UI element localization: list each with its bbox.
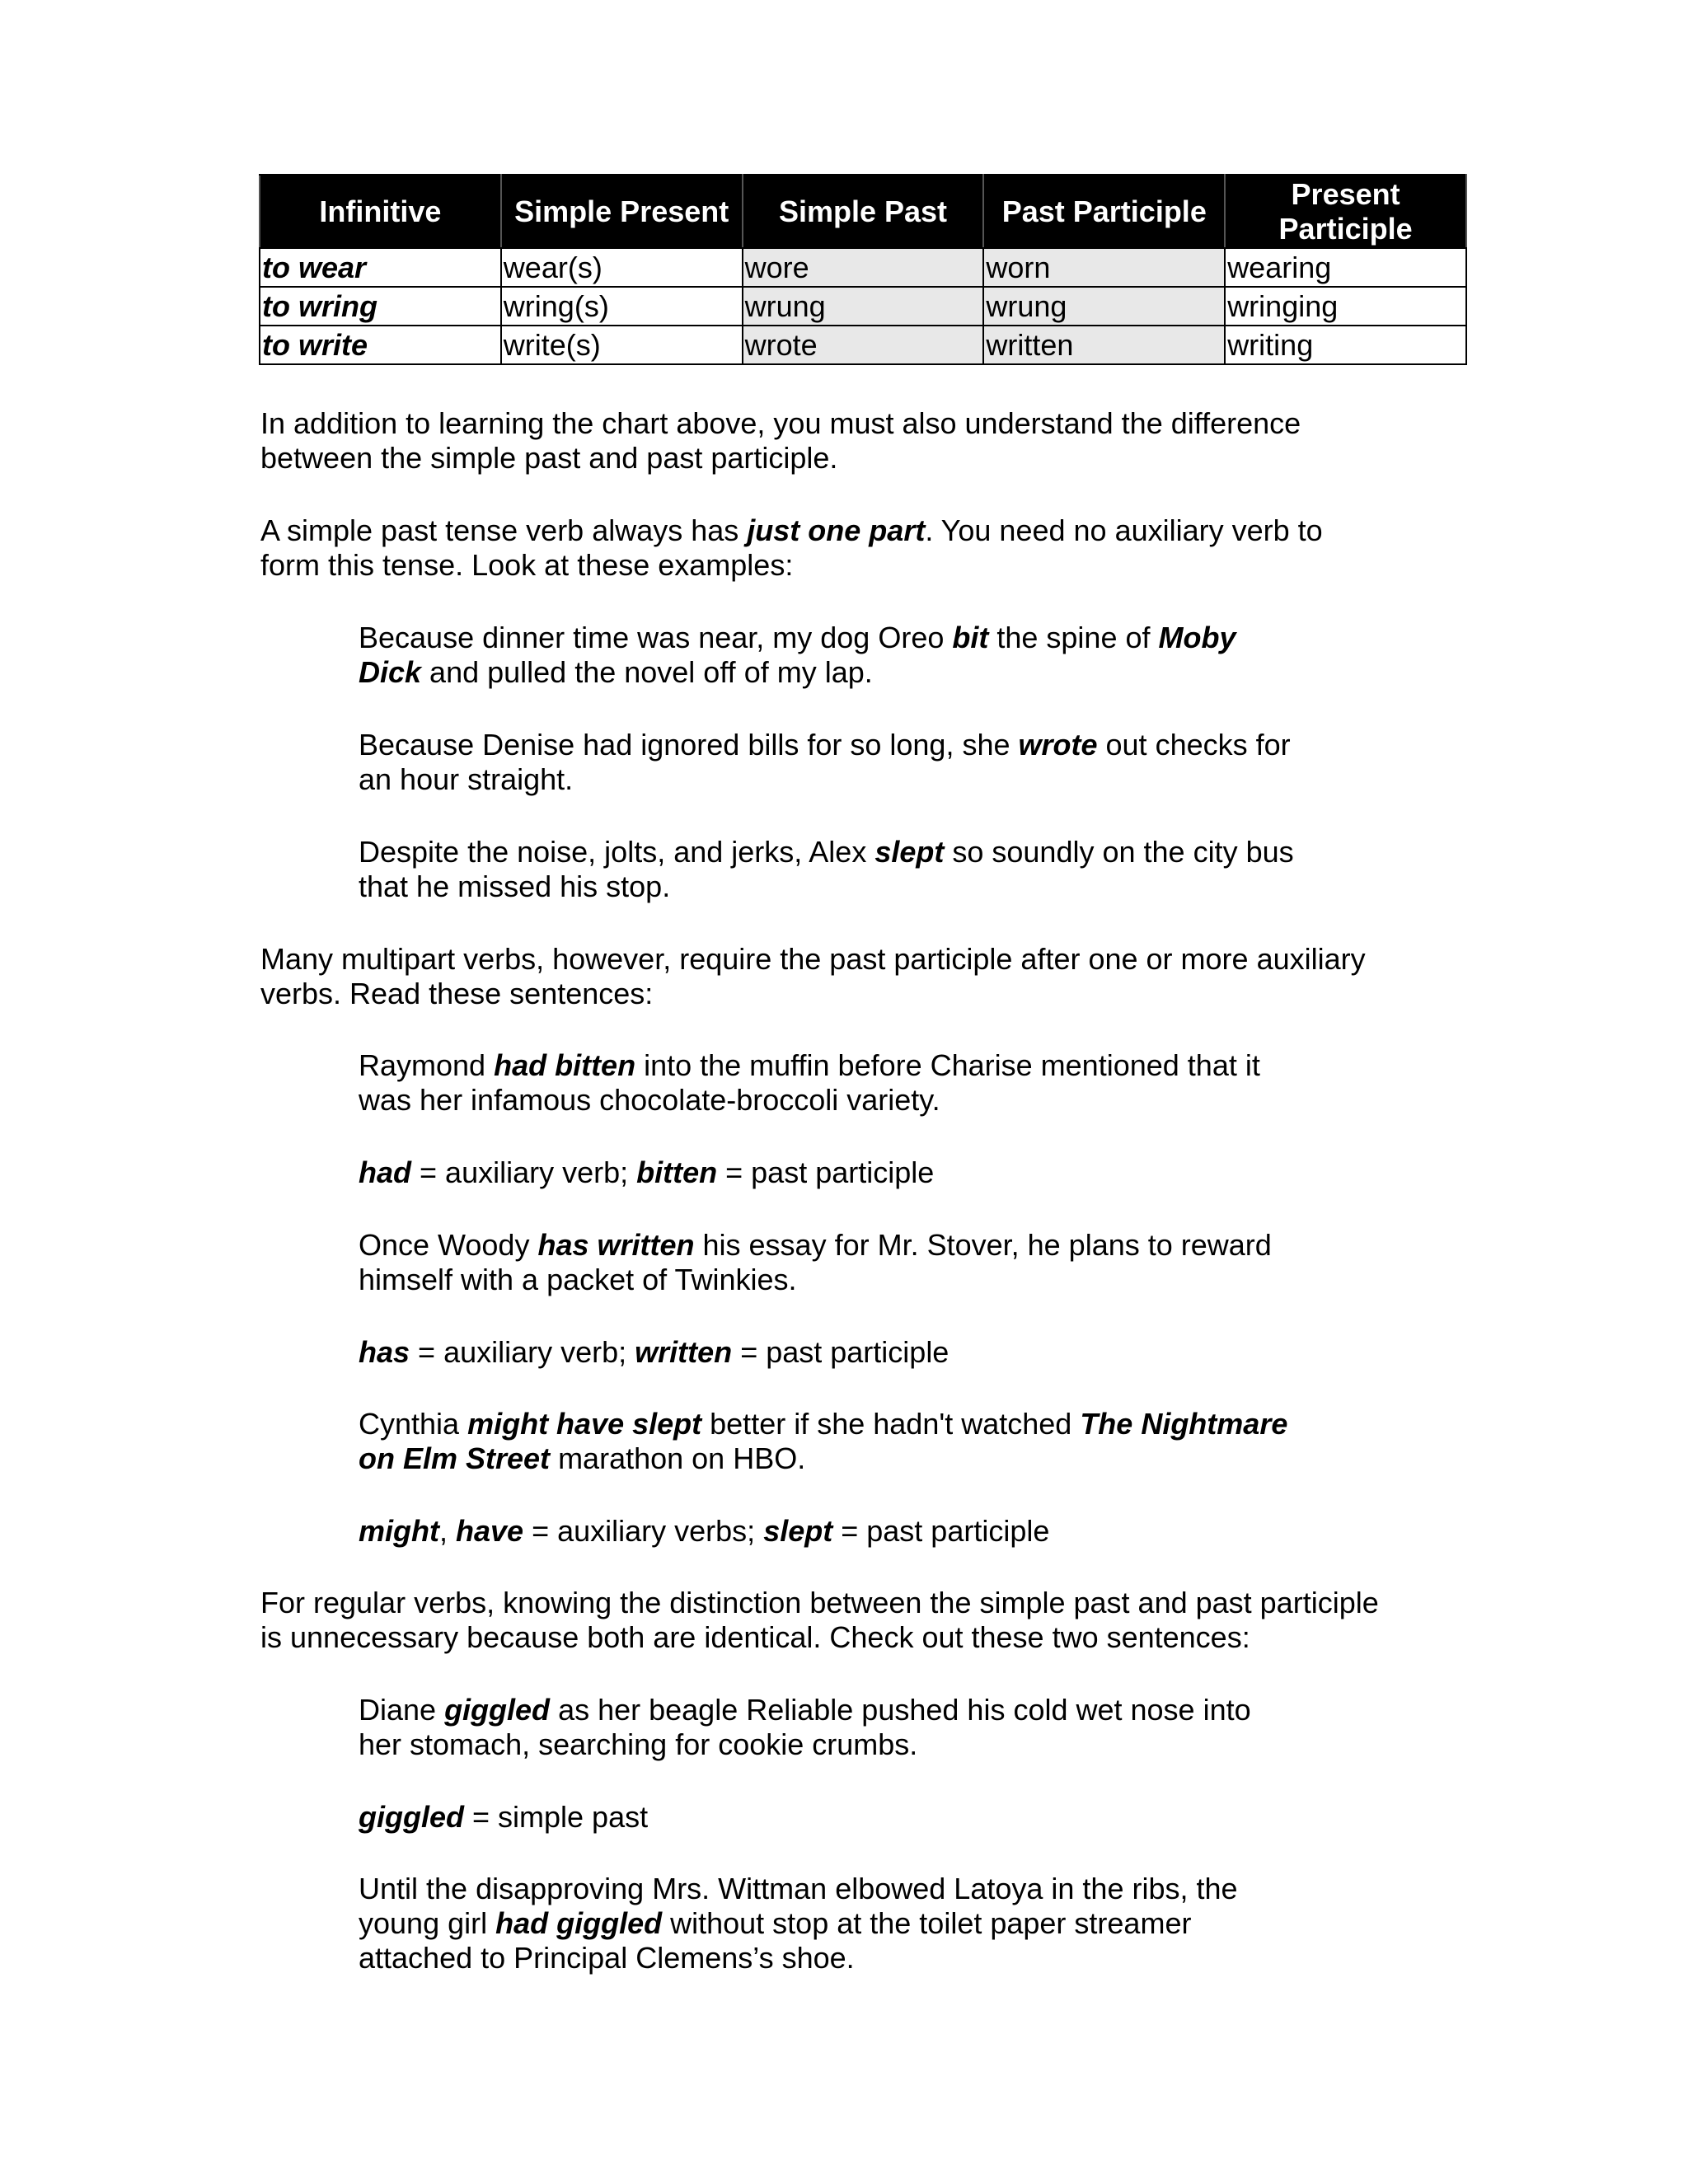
emphasis-text: has — [359, 1335, 410, 1369]
text-run: the spine of — [988, 621, 1159, 654]
emphasis-text: slept — [763, 1514, 833, 1548]
table-cell: wrung — [983, 287, 1225, 326]
emphasis-text: bit — [952, 621, 989, 654]
text-line: Many multipart verbs, however, require the past participle after one or more auxiliary — [260, 942, 1366, 976]
emphasis-text: have — [456, 1514, 524, 1548]
table-cell: wrote — [743, 326, 984, 364]
table-cell: written — [983, 326, 1225, 364]
example-sentence — [359, 1693, 1381, 1762]
emphasis-text: had giggled — [495, 1906, 663, 1940]
text-line — [359, 728, 1381, 762]
text-run: = past participle — [717, 1155, 935, 1189]
text-run: = auxiliary verbs; — [523, 1514, 764, 1548]
table-cell: wore — [743, 248, 984, 287]
grammar-note — [359, 1514, 1381, 1549]
text-line — [359, 1228, 1381, 1263]
text-run: Because Denise had ignored bills for so long, she — [359, 728, 1019, 762]
grammar-note — [359, 1335, 1381, 1370]
emphasis-text: on Elm Street — [359, 1441, 551, 1475]
example-sentence — [359, 835, 1381, 904]
table-cell: writing — [1225, 326, 1466, 364]
example-sentence — [359, 1872, 1381, 1975]
example-sentence — [359, 1407, 1381, 1476]
text-line: verbs. Read these sentences: — [260, 977, 654, 1010]
emphasis-text: might — [359, 1514, 439, 1548]
table-cell: wearing — [1225, 248, 1466, 287]
text-run: Diane — [359, 1693, 445, 1727]
paragraph-simple-past — [260, 513, 1447, 583]
text-run: better if she hadn't watched — [701, 1407, 1081, 1441]
text-run: A simple past tense verb always has — [260, 513, 748, 547]
example-sentence — [359, 728, 1381, 797]
emphasis-text: Moby — [1158, 621, 1236, 654]
text-run: young girl — [359, 1906, 496, 1940]
header-past-participle: Past Participle — [983, 175, 1225, 248]
emphasis-text: The Nightmare — [1080, 1407, 1288, 1441]
emphasis-text: Dick — [359, 655, 422, 689]
table-header-row — [260, 175, 1466, 248]
header-present-participle: Present Participle — [1225, 175, 1466, 248]
text-line — [359, 621, 1381, 655]
text-run: Raymond — [359, 1048, 495, 1082]
table-cell: wring(s) — [501, 287, 743, 326]
paragraph-multipart — [260, 942, 1447, 1011]
text-line — [359, 1407, 1381, 1441]
text-run: into the muffin before Charise mentioned that it — [635, 1048, 1260, 1082]
text-run: = auxiliary verb; — [411, 1155, 637, 1189]
table-cell: wear(s) — [501, 248, 743, 287]
text-line — [359, 1906, 1381, 1941]
emphasis-text: wrote — [1018, 728, 1098, 762]
example-sentence — [359, 621, 1381, 690]
text-line — [359, 1693, 1381, 1727]
text-run: so soundly on the city bus — [944, 835, 1294, 869]
table-row — [260, 248, 1466, 287]
paragraph-regular-verbs — [260, 1586, 1447, 1655]
text-run: = past participle — [732, 1335, 950, 1369]
table-cell: worn — [983, 248, 1225, 287]
text-line: In addition to learning the chart above, you must also understand the difference — [260, 406, 1301, 440]
text-run: = past participle — [832, 1514, 1050, 1548]
emphasis-text: giggled — [359, 1800, 464, 1834]
text-line: that he missed his stop. — [359, 869, 671, 903]
header-simple-present: Simple Present — [501, 175, 743, 248]
text-run: out checks for — [1097, 728, 1291, 762]
text-run: , — [438, 1514, 456, 1548]
emphasis-text: had — [359, 1155, 412, 1189]
example-sentence — [359, 1048, 1381, 1118]
text-line: her stomach, searching for cookie crumbs. — [359, 1727, 918, 1761]
text-line — [359, 1155, 1381, 1190]
text-run: = auxiliary verb; — [410, 1335, 635, 1369]
text-line: attached to Principal Clemens’s shoe. — [359, 1941, 855, 1975]
table-cell: to wear — [260, 248, 501, 287]
emphasis-text: has written — [537, 1228, 695, 1262]
text-run: and pulled the novel off of my lap. — [421, 655, 873, 689]
text-line: was her infamous chocolate-broccoli variety. — [359, 1083, 940, 1117]
table-row — [260, 326, 1466, 364]
grammar-note — [359, 1155, 1381, 1190]
text-line: is unnecessary because both are identical. Check out these two sentences: — [260, 1620, 1250, 1654]
text-run: . You need no auxiliary verb to — [925, 513, 1323, 547]
emphasis-text: just one part — [747, 513, 926, 547]
table-cell: wringing — [1225, 287, 1466, 326]
text-line — [359, 1514, 1381, 1549]
text-run: Cynthia — [359, 1407, 468, 1441]
text-run: = simple past — [464, 1800, 649, 1834]
emphasis-text: giggled — [444, 1693, 551, 1727]
emphasis-text: written — [635, 1335, 733, 1369]
text-line — [359, 1800, 1381, 1835]
text-run: as her beagle Reliable pushed his cold wet nose into — [550, 1693, 1251, 1727]
text-line: an hour straight. — [359, 762, 574, 796]
table-cell: to write — [260, 326, 501, 364]
text-run: Because dinner time was near, my dog Oreo — [359, 621, 953, 654]
table-cell: write(s) — [501, 326, 743, 364]
text-line: form this tense. Look at these examples: — [260, 548, 794, 582]
text-line: between the simple past and past participle. — [260, 441, 838, 475]
emphasis-text: bitten — [636, 1155, 718, 1189]
text-line — [359, 1441, 1381, 1476]
verb-forms-table — [259, 174, 1467, 365]
text-line — [260, 513, 1447, 548]
text-run: his essay for Mr. Stover, he plans to reward — [694, 1228, 1272, 1262]
emphasis-text: might have slept — [467, 1407, 702, 1441]
text-run: marathon on HBO. — [550, 1441, 806, 1475]
text-line: Until the disapproving Mrs. Wittman elbowed Latoya in the ribs, the — [359, 1872, 1238, 1905]
text-run: Once Woody — [359, 1228, 538, 1262]
grammar-note — [359, 1800, 1381, 1835]
example-sentence — [359, 1228, 1381, 1297]
text-run: without stop at the toilet paper streamer — [662, 1906, 1192, 1940]
text-line: For regular verbs, knowing the distinction between the simple past and past participle — [260, 1586, 1379, 1619]
text-line: himself with a packet of Twinkies. — [359, 1263, 797, 1296]
text-line — [359, 1048, 1381, 1083]
header-infinitive: Infinitive — [260, 175, 501, 248]
text-run: Despite the noise, jolts, and jerks, Alex — [359, 835, 875, 869]
text-line — [359, 835, 1381, 869]
text-line — [359, 655, 1381, 690]
paragraph-intro — [260, 406, 1447, 476]
emphasis-text: had bitten — [494, 1048, 636, 1082]
table-cell: wrung — [743, 287, 984, 326]
header-simple-past: Simple Past — [743, 175, 984, 248]
emphasis-text: slept — [874, 835, 945, 869]
text-line — [359, 1335, 1381, 1370]
table-row — [260, 287, 1466, 326]
table-cell: to wring — [260, 287, 501, 326]
